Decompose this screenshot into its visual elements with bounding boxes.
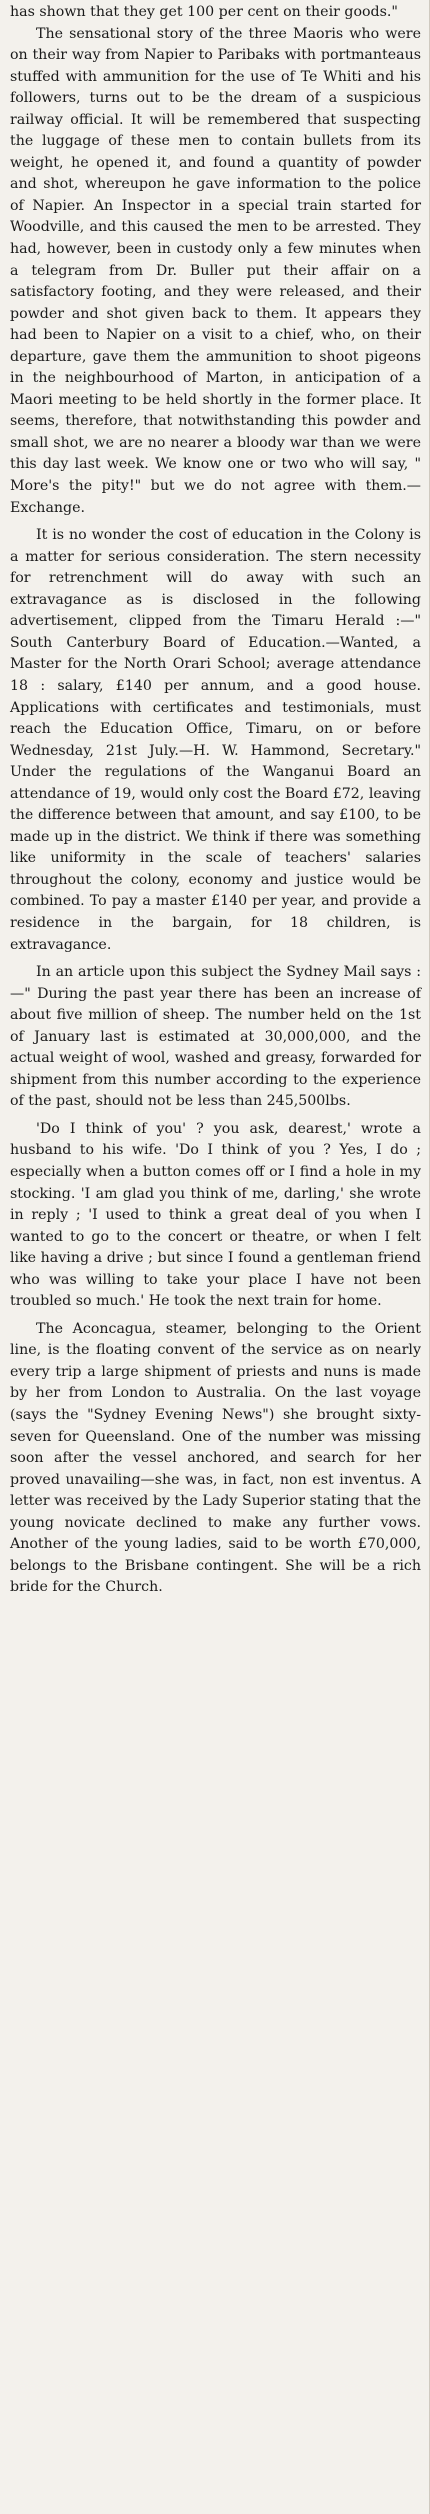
paragraph-sheep-increase: In an article upon this subject the Sydney Mail says :—" During the past year there has been an increase of about five million of sheep. The number held on the 1st of January last is estimated at 30,000,000, and the actual weight of wool, washed and greasy, forwarded for shipment from this number according to the experience of the past, should not be less than 245,500lbs.: [10, 964, 421, 1110]
paragraph-aconcagua-steamer: The Aconcagua, steamer, belonging to the Orient line, is the floating convent of the service as on nearly every trip a large shipment of priests and nuns is made by her from London to Australia. On the last voyage (says the "Sydney Evening News") she brought sixty-seven for Queensland. One of the number was missing soon after the vessel anchored, and search for her proved unavailing—she was, in fact, non est inventus. A letter was received by the Lady Superior stating that the young novicate declined to make any further vows. Another of the young ladies, said to be worth £70,000, belongs to the Brisbane contingent. She will be a rich bride for the Church.: [10, 1320, 421, 1596]
paragraph-education-cost: It is no wonder the cost of education in the Colony is a matter for serious consideration. The stern necessity for retrenchment will do away with such an extravagance as is disclosed in the following advertisement, clipped from the Timaru Herald :—" South Canterbury Board of Education.—Wanted, a Master for the North Orari School; average attendance 18 : salary, £140 per annum, and a good house. Applications with certificates and testimonials, must reach the Education Office, Timaru, on or before Wednesday, 21st July.—H. W. Hammond, Secretary." Under the regulations of the Wanganui Board an attendance of 19, would only cost the Board £72, leaving the difference between that amount, and say £100, to be made up in the district. We think if there was something like uniformity in the scale of teachers' salaries throughout the colony, economy and justice would be combined. To pay a master £140 per year, and provide a residence in the bargain, for 18 children, is extravagance.: [10, 527, 421, 953]
paragraph-continued: has shown that they get 100 per cent on their goods.": [10, 4, 398, 20]
paragraph-maoris-ammunition: The sensational story of the three Maoris who were on their way from Napier to Paribaks with portmanteaus stuffed with ammunition for the use of Te Whiti and his followers, turns out to be the dream of a suspicious railway official. It will be remembered that suspecting the luggage of these men to contain bullets from its weight, he opened it, and found a quantity of powder and shot, whereupon he gave information to the police of Napier. An Inspector in a special train started for Woodville, and this caused the men to be arrested. They had, however, been in custody only a few minutes when a telegram from Dr. Buller put their affair on a satisfactory footing, and they were released, and their powder and shot given back to them. It appears they had been to Napier on a visit to a chief, who, on their departure, gave them the ammunition to shoot pigeons in the neighbourhood of Marton, in anticipation of a Maori meeting to be held shortly in the former place. It seems, therefore, that notwithstanding this powder and small shot, we are no nearer a bloody war than we were this day last week. We know one or two who will say, " More's the pity!" but we do not agree with them.—Exchange.: [10, 25, 421, 516]
paragraph-husband-letter: 'Do I think of you' ? you ask, dearest,' wrote a husband to his wife. 'Do I think of you ? Yes, I do ; especially when a button comes off or I find a hole in my stocking. 'I am glad you think of me, darling,' she wrote in reply ; 'I used to think a great deal of you when I wanted to go to the concert or theatre, or when I felt like having a drive ; but since I found a gentleman friend who was willing to take your place I have not been troubled so much.' He took the next train for home.: [10, 1120, 421, 1310]
